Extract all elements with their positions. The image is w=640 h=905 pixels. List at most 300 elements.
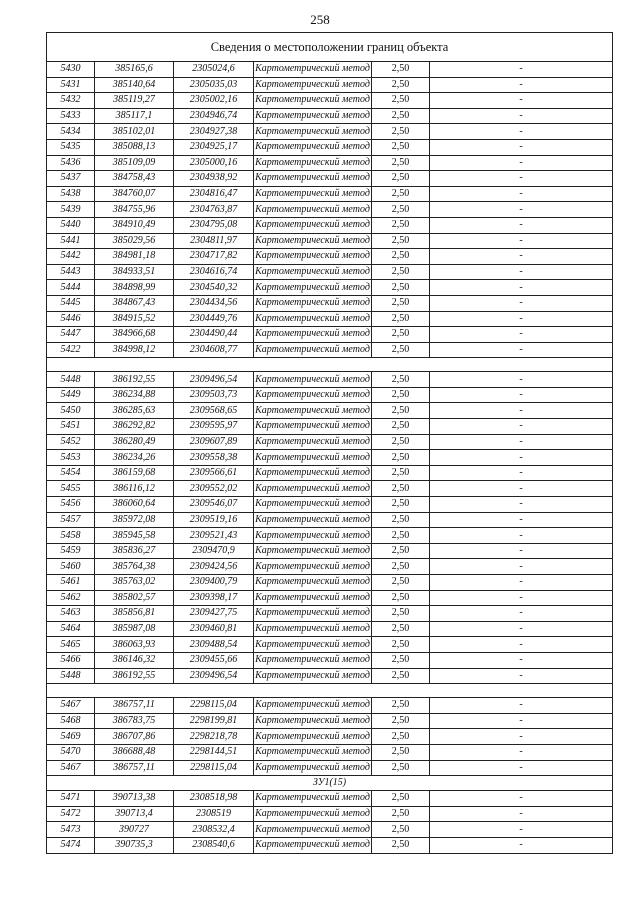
coord-x: 386234,88 <box>95 387 174 403</box>
method-cell: Картометрический метод <box>254 62 372 78</box>
precision-cell: 2,50 <box>372 837 430 853</box>
point-number: 5473 <box>47 822 95 838</box>
coord-x: 386234,26 <box>95 450 174 466</box>
method-cell: Картометрический метод <box>254 171 372 187</box>
coord-y: 2305035,03 <box>174 77 254 93</box>
precision-cell: 2,50 <box>372 327 430 343</box>
point-number: 5464 <box>47 621 95 637</box>
table-row <box>47 311 613 327</box>
coord-y: 2309460,81 <box>174 621 254 637</box>
point-number: 5467 <box>47 698 95 714</box>
description-cell: - <box>430 621 613 637</box>
point-number: 5460 <box>47 559 95 575</box>
point-number: 5474 <box>47 837 95 853</box>
coord-x: 386192,55 <box>95 668 174 684</box>
table-row <box>47 264 613 280</box>
description-cell: - <box>430 713 613 729</box>
description-cell: - <box>430 668 613 684</box>
precision-cell: 2,50 <box>372 217 430 233</box>
precision-cell: 2,50 <box>372 233 430 249</box>
description-cell: - <box>430 806 613 822</box>
coord-x: 385088,13 <box>95 139 174 155</box>
method-cell: Картометрический метод <box>254 280 372 296</box>
coord-x: 385987,08 <box>95 621 174 637</box>
coord-x: 386285,63 <box>95 403 174 419</box>
coord-x: 390735,3 <box>95 837 174 853</box>
coord-x: 386280,49 <box>95 434 174 450</box>
coord-y: 2305000,16 <box>174 155 254 171</box>
point-number: 5469 <box>47 729 95 745</box>
table-row <box>47 729 613 745</box>
coord-y: 2308540,6 <box>174 837 254 853</box>
method-cell: Картометрический метод <box>254 465 372 481</box>
precision-cell: 2,50 <box>372 93 430 109</box>
method-cell: Картометрический метод <box>254 249 372 265</box>
point-number: 5458 <box>47 528 95 544</box>
coord-y: 2309424,56 <box>174 559 254 575</box>
coord-y: 2298115,04 <box>174 698 254 714</box>
description-cell: - <box>430 280 613 296</box>
precision-cell: 2,50 <box>372 698 430 714</box>
point-number: 5431 <box>47 77 95 93</box>
coord-x: 386116,12 <box>95 481 174 497</box>
precision-cell: 2,50 <box>372 465 430 481</box>
precision-cell: 2,50 <box>372 621 430 637</box>
point-number: 5435 <box>47 139 95 155</box>
description-cell: - <box>430 186 613 202</box>
point-number: 5441 <box>47 233 95 249</box>
point-number: 5440 <box>47 217 95 233</box>
description-cell: - <box>430 528 613 544</box>
coord-y: 2304540,32 <box>174 280 254 296</box>
coord-x: 385109,09 <box>95 155 174 171</box>
table-row <box>47 233 613 249</box>
description-cell: - <box>430 822 613 838</box>
point-number: 5472 <box>47 806 95 822</box>
coord-x: 384966,68 <box>95 327 174 343</box>
coord-x: 385119,27 <box>95 93 174 109</box>
method-cell: Картометрический метод <box>254 512 372 528</box>
point-number: 5434 <box>47 124 95 140</box>
method-cell: Картометрический метод <box>254 652 372 668</box>
table-row <box>47 139 613 155</box>
description-cell: - <box>430 637 613 653</box>
coord-y: 2309488,54 <box>174 637 254 653</box>
point-number: 5467 <box>47 760 95 776</box>
table-row <box>47 434 613 450</box>
precision-cell: 2,50 <box>372 186 430 202</box>
table-row <box>47 744 613 760</box>
description-cell: - <box>430 698 613 714</box>
point-number: 5454 <box>47 465 95 481</box>
method-cell: Картометрический метод <box>254 698 372 714</box>
table-row <box>47 342 613 358</box>
coord-x: 384981,18 <box>95 249 174 265</box>
table-row <box>47 295 613 311</box>
method-cell: Картометрический метод <box>254 139 372 155</box>
description-cell: - <box>430 497 613 513</box>
point-number: 5449 <box>47 387 95 403</box>
table-row <box>47 559 613 575</box>
coord-y: 2309496,54 <box>174 372 254 388</box>
coord-y: 2304927,38 <box>174 124 254 140</box>
precision-cell: 2,50 <box>372 295 430 311</box>
description-cell: - <box>430 543 613 559</box>
precision-cell: 2,50 <box>372 512 430 528</box>
precision-cell: 2,50 <box>372 77 430 93</box>
coord-x: 384910,49 <box>95 217 174 233</box>
point-number: 5465 <box>47 637 95 653</box>
method-cell: Картометрический метод <box>254 791 372 807</box>
point-number: 5446 <box>47 311 95 327</box>
description-cell: - <box>430 419 613 435</box>
table-row <box>47 590 613 606</box>
method-cell: Картометрический метод <box>254 822 372 838</box>
description-cell: - <box>430 155 613 171</box>
precision-cell: 2,50 <box>372 668 430 684</box>
method-cell: Картометрический метод <box>254 342 372 358</box>
point-number: 5468 <box>47 713 95 729</box>
coord-x: 385763,02 <box>95 575 174 591</box>
description-cell: - <box>430 249 613 265</box>
coord-y: 2309519,16 <box>174 512 254 528</box>
coord-y: 2309455,66 <box>174 652 254 668</box>
precision-cell: 2,50 <box>372 652 430 668</box>
precision-cell: 2,50 <box>372 729 430 745</box>
coord-y: 2309552,02 <box>174 481 254 497</box>
description-cell: - <box>430 295 613 311</box>
description-cell: - <box>430 93 613 109</box>
point-number: 5462 <box>47 590 95 606</box>
table-row <box>47 698 613 714</box>
precision-cell: 2,50 <box>372 713 430 729</box>
method-cell: Картометрический метод <box>254 744 372 760</box>
method-cell: Картометрический метод <box>254 729 372 745</box>
table-row <box>47 497 613 513</box>
table-row <box>47 108 613 124</box>
description-cell: - <box>430 590 613 606</box>
method-cell: Картометрический метод <box>254 233 372 249</box>
method-cell: Картометрический метод <box>254 543 372 559</box>
point-number: 5447 <box>47 327 95 343</box>
precision-cell: 2,50 <box>372 559 430 575</box>
point-number: 5436 <box>47 155 95 171</box>
coord-x: 385856,81 <box>95 606 174 622</box>
description-cell: - <box>430 481 613 497</box>
table-row <box>47 280 613 296</box>
coord-y: 2305002,16 <box>174 93 254 109</box>
description-cell: - <box>430 264 613 280</box>
precision-cell: 2,50 <box>372 311 430 327</box>
method-cell: Картометрический метод <box>254 186 372 202</box>
precision-cell: 2,50 <box>372 419 430 435</box>
coord-y: 2309398,17 <box>174 590 254 606</box>
method-cell: Картометрический метод <box>254 202 372 218</box>
coord-y: 2309568,65 <box>174 403 254 419</box>
table-row <box>47 481 613 497</box>
description-cell: - <box>430 77 613 93</box>
precision-cell: 2,50 <box>372 202 430 218</box>
point-number: 5471 <box>47 791 95 807</box>
point-number: 5445 <box>47 295 95 311</box>
coord-x: 386707,86 <box>95 729 174 745</box>
coord-y: 2305024,6 <box>174 62 254 78</box>
table-row <box>47 419 613 435</box>
description-cell: - <box>430 311 613 327</box>
point-number: 5459 <box>47 543 95 559</box>
table-row <box>47 621 613 637</box>
point-number: 5457 <box>47 512 95 528</box>
point-number: 5430 <box>47 62 95 78</box>
table-row <box>47 217 613 233</box>
method-cell: Картометрический метод <box>254 387 372 403</box>
point-number: 5442 <box>47 249 95 265</box>
coord-y: 2304608,77 <box>174 342 254 358</box>
description-cell: - <box>430 202 613 218</box>
precision-cell: 2,50 <box>372 403 430 419</box>
coord-y: 2309503,73 <box>174 387 254 403</box>
point-number: 5437 <box>47 171 95 187</box>
method-cell: Картометрический метод <box>254 481 372 497</box>
coord-y: 2304490,44 <box>174 327 254 343</box>
precision-cell: 2,50 <box>372 543 430 559</box>
precision-cell: 2,50 <box>372 249 430 265</box>
point-number: 5443 <box>47 264 95 280</box>
description-cell: - <box>430 372 613 388</box>
coord-y: 2298218,78 <box>174 729 254 745</box>
group-label: ЗУ1(15) <box>47 776 613 791</box>
table-row <box>47 249 613 265</box>
method-cell: Картометрический метод <box>254 419 372 435</box>
coord-y: 2304938,92 <box>174 171 254 187</box>
group-label <box>47 358 613 372</box>
coord-y: 2308532,4 <box>174 822 254 838</box>
coord-x: 386757,11 <box>95 698 174 714</box>
coord-x: 385764,38 <box>95 559 174 575</box>
coord-y: 2304616,74 <box>174 264 254 280</box>
coord-x: 385029,56 <box>95 233 174 249</box>
table-row <box>47 528 613 544</box>
boundary-table <box>46 32 613 854</box>
precision-cell: 2,50 <box>372 590 430 606</box>
description-cell: - <box>430 233 613 249</box>
method-cell: Картометрический метод <box>254 760 372 776</box>
coord-y: 2304925,17 <box>174 139 254 155</box>
precision-cell: 2,50 <box>372 575 430 591</box>
coord-x: 384755,96 <box>95 202 174 218</box>
method-cell: Картометрический метод <box>254 606 372 622</box>
coord-x: 390727 <box>95 822 174 838</box>
coord-x: 384933,51 <box>95 264 174 280</box>
table-row <box>47 637 613 653</box>
method-cell: Картометрический метод <box>254 575 372 591</box>
precision-cell: 2,50 <box>372 760 430 776</box>
method-cell: Картометрический метод <box>254 837 372 853</box>
table-row <box>47 791 613 807</box>
precision-cell: 2,50 <box>372 450 430 466</box>
coord-y: 2304946,74 <box>174 108 254 124</box>
coord-x: 386063,93 <box>95 637 174 653</box>
table-row <box>47 77 613 93</box>
table-title: Сведения о местоположении границ объекта <box>47 33 613 62</box>
precision-cell: 2,50 <box>372 124 430 140</box>
coord-x: 386159,68 <box>95 465 174 481</box>
coord-x: 386757,11 <box>95 760 174 776</box>
method-cell: Картометрический метод <box>254 108 372 124</box>
method-cell: Картометрический метод <box>254 124 372 140</box>
table-row <box>47 822 613 838</box>
description-cell: - <box>430 512 613 528</box>
method-cell: Картометрический метод <box>254 264 372 280</box>
method-cell: Картометрический метод <box>254 311 372 327</box>
coord-y: 2309546,07 <box>174 497 254 513</box>
coord-y: 2298115,04 <box>174 760 254 776</box>
page-number: 258 <box>310 12 330 27</box>
point-number: 5461 <box>47 575 95 591</box>
method-cell: Картометрический метод <box>254 217 372 233</box>
coord-y: 2298144,51 <box>174 744 254 760</box>
table-row <box>47 543 613 559</box>
coord-x: 384898,99 <box>95 280 174 296</box>
table-row <box>47 171 613 187</box>
precision-cell: 2,50 <box>372 434 430 450</box>
description-cell: - <box>430 760 613 776</box>
description-cell: - <box>430 387 613 403</box>
precision-cell: 2,50 <box>372 372 430 388</box>
table-row <box>47 186 613 202</box>
coord-y: 2308518,98 <box>174 791 254 807</box>
description-cell: - <box>430 403 613 419</box>
coord-x: 390713,4 <box>95 806 174 822</box>
coord-x: 385945,58 <box>95 528 174 544</box>
coord-y: 2304763,87 <box>174 202 254 218</box>
point-number: 5451 <box>47 419 95 435</box>
table-row <box>47 387 613 403</box>
precision-cell: 2,50 <box>372 791 430 807</box>
coord-x: 385836,27 <box>95 543 174 559</box>
precision-cell: 2,50 <box>372 108 430 124</box>
description-cell: - <box>430 837 613 853</box>
coord-x: 385802,57 <box>95 590 174 606</box>
method-cell: Картометрический метод <box>254 372 372 388</box>
table-row <box>47 760 613 776</box>
coord-y: 2309607,89 <box>174 434 254 450</box>
method-cell: Картометрический метод <box>254 434 372 450</box>
coord-x: 386146,32 <box>95 652 174 668</box>
coord-y: 2304816,47 <box>174 186 254 202</box>
coord-y: 2309558,38 <box>174 450 254 466</box>
description-cell: - <box>430 108 613 124</box>
method-cell: Картометрический метод <box>254 77 372 93</box>
method-cell: Картометрический метод <box>254 403 372 419</box>
precision-cell: 2,50 <box>372 155 430 171</box>
table-row <box>47 606 613 622</box>
table-row <box>47 450 613 466</box>
table-row <box>47 93 613 109</box>
table-row <box>47 155 613 171</box>
coord-y: 2309521,43 <box>174 528 254 544</box>
point-number: 5432 <box>47 93 95 109</box>
point-number: 5448 <box>47 668 95 684</box>
precision-cell: 2,50 <box>372 342 430 358</box>
coord-x: 386192,55 <box>95 372 174 388</box>
precision-cell: 2,50 <box>372 637 430 653</box>
coord-x: 384867,43 <box>95 295 174 311</box>
table-row <box>47 124 613 140</box>
precision-cell: 2,50 <box>372 387 430 403</box>
coord-x: 390713,38 <box>95 791 174 807</box>
precision-cell: 2,50 <box>372 806 430 822</box>
method-cell: Картометрический метод <box>254 93 372 109</box>
precision-cell: 2,50 <box>372 822 430 838</box>
description-cell: - <box>430 434 613 450</box>
group-label <box>47 684 613 698</box>
coord-x: 384758,43 <box>95 171 174 187</box>
precision-cell: 2,50 <box>372 606 430 622</box>
coord-y: 2309496,54 <box>174 668 254 684</box>
method-cell: Картометрический метод <box>254 621 372 637</box>
point-number: 5453 <box>47 450 95 466</box>
point-number: 5448 <box>47 372 95 388</box>
precision-cell: 2,50 <box>372 171 430 187</box>
point-number: 5450 <box>47 403 95 419</box>
description-cell: - <box>430 465 613 481</box>
coord-x: 384760,07 <box>95 186 174 202</box>
table-row <box>47 62 613 78</box>
table-row <box>47 202 613 218</box>
coord-x: 385102,01 <box>95 124 174 140</box>
method-cell: Картометрический метод <box>254 806 372 822</box>
method-cell: Картометрический метод <box>254 295 372 311</box>
precision-cell: 2,50 <box>372 264 430 280</box>
coord-y: 2309595,97 <box>174 419 254 435</box>
coord-x: 386688,48 <box>95 744 174 760</box>
description-cell: - <box>430 729 613 745</box>
method-cell: Картометрический метод <box>254 713 372 729</box>
table-row <box>47 403 613 419</box>
method-cell: Картометрический метод <box>254 155 372 171</box>
precision-cell: 2,50 <box>372 481 430 497</box>
coord-x: 385165,6 <box>95 62 174 78</box>
precision-cell: 2,50 <box>372 280 430 296</box>
group-header-row <box>47 684 613 698</box>
description-cell: - <box>430 652 613 668</box>
coord-x: 386292,82 <box>95 419 174 435</box>
point-number: 5466 <box>47 652 95 668</box>
table-row <box>47 668 613 684</box>
coord-y: 2298199,81 <box>174 713 254 729</box>
group-header-row <box>47 776 613 791</box>
method-cell: Картометрический метод <box>254 528 372 544</box>
coord-y: 2304717,82 <box>174 249 254 265</box>
table-row <box>47 327 613 343</box>
method-cell: Картометрический метод <box>254 327 372 343</box>
table-row <box>47 652 613 668</box>
coord-x: 386783,75 <box>95 713 174 729</box>
table-row <box>47 372 613 388</box>
coord-y: 2309400,79 <box>174 575 254 591</box>
method-cell: Картометрический метод <box>254 637 372 653</box>
method-cell: Картометрический метод <box>254 497 372 513</box>
description-cell: - <box>430 791 613 807</box>
point-number: 5433 <box>47 108 95 124</box>
method-cell: Картометрический метод <box>254 450 372 466</box>
point-number: 5444 <box>47 280 95 296</box>
method-cell: Картометрический метод <box>254 559 372 575</box>
coord-x: 386060,64 <box>95 497 174 513</box>
description-cell: - <box>430 171 613 187</box>
description-cell: - <box>430 139 613 155</box>
